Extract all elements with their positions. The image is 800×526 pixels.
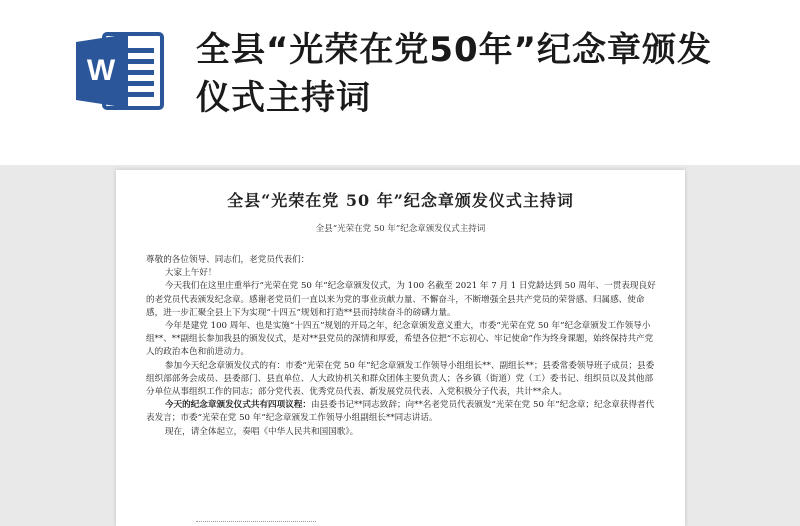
agenda-lead: 今天的纪念章颁发仪式共有四项议程： [164,400,312,411]
paragraph-5: 现在，请全体起立，奏唱《中华人民共和国国歌》。 [164,426,359,437]
document-page [116,170,685,526]
paragraph-4 [146,399,658,425]
agenda-items: 由县委书记**同志致辞；向**名老党员代表颁发“光荣在党 50 年”纪念章；纪念章获得者代表发言；市委“光荣在党 50 年”纪念章颁发工作领导小组副组长**同志讲话。 [146,400,655,424]
page-title: 全县“光荣在党50年”纪念章颁发仪式主持词 [196,30,713,118]
greeting: 大家上午好！ [164,268,217,279]
paragraph-1: 今天我们在这里庄重举行“光荣在党 50 年”纪念章颁发仪式，为 100 名截至 2021 年 7 月 1 日党龄达到 50 周年、一贯表现良好的老党员代表颁发纪念章。感谢老党员们一直以来为党的事业贡献力量、不懈奋斗，不断增强全县共产党员的荣誉感、归属感、使命感，进一步汇聚全县上下为实现“十四五”规划和打造**县而持续奋斗的磅礴力量。 [146,281,656,318]
document-body [146,254,658,439]
word-document-icon [76,30,166,112]
paragraph-3: 参加今天纪念章颁发仪式的有：市委“光荣在党 50 年”纪念章颁发工作领导小组组长**、副组长**；县委常委领导班子成员；县委组织部部务会成员、县委部门、县直单位、人大政协机关和群众团体主要负责人；各乡镇（街道）党（工）委书记、组织员以及其他部分单位从事组织工作的同志；部分党代表、优秀党员代表、新发展党员代表、入党积极分子代表，共计**余人。 [146,360,655,398]
dotted-rule [196,521,316,524]
salutation: 尊敬的各位领导、同志们，老党员代表们： [146,255,310,265]
document-subtitle: 全县“光荣在党 50 年”纪念章颁发仪式主持词 [315,224,486,234]
document-title: 全县“光荣在党 50 年”纪念章颁发仪式主持词 [227,191,574,210]
paragraph-2: 今年是建党 100 周年、也是实施“十四五”规划的开局之年，纪念章颁发意义重大，市委“光荣在党 50 年”纪念章颁发工作领导小组**、**副组长参加我县的颁发仪式，是对**县党员的深情和厚爱，希望各位把“不忘初心、牢记使命”作为终身课题，始终保持共产党人的政治本色和前进动力。 [146,321,654,358]
svg-text:W: W [86,54,116,87]
